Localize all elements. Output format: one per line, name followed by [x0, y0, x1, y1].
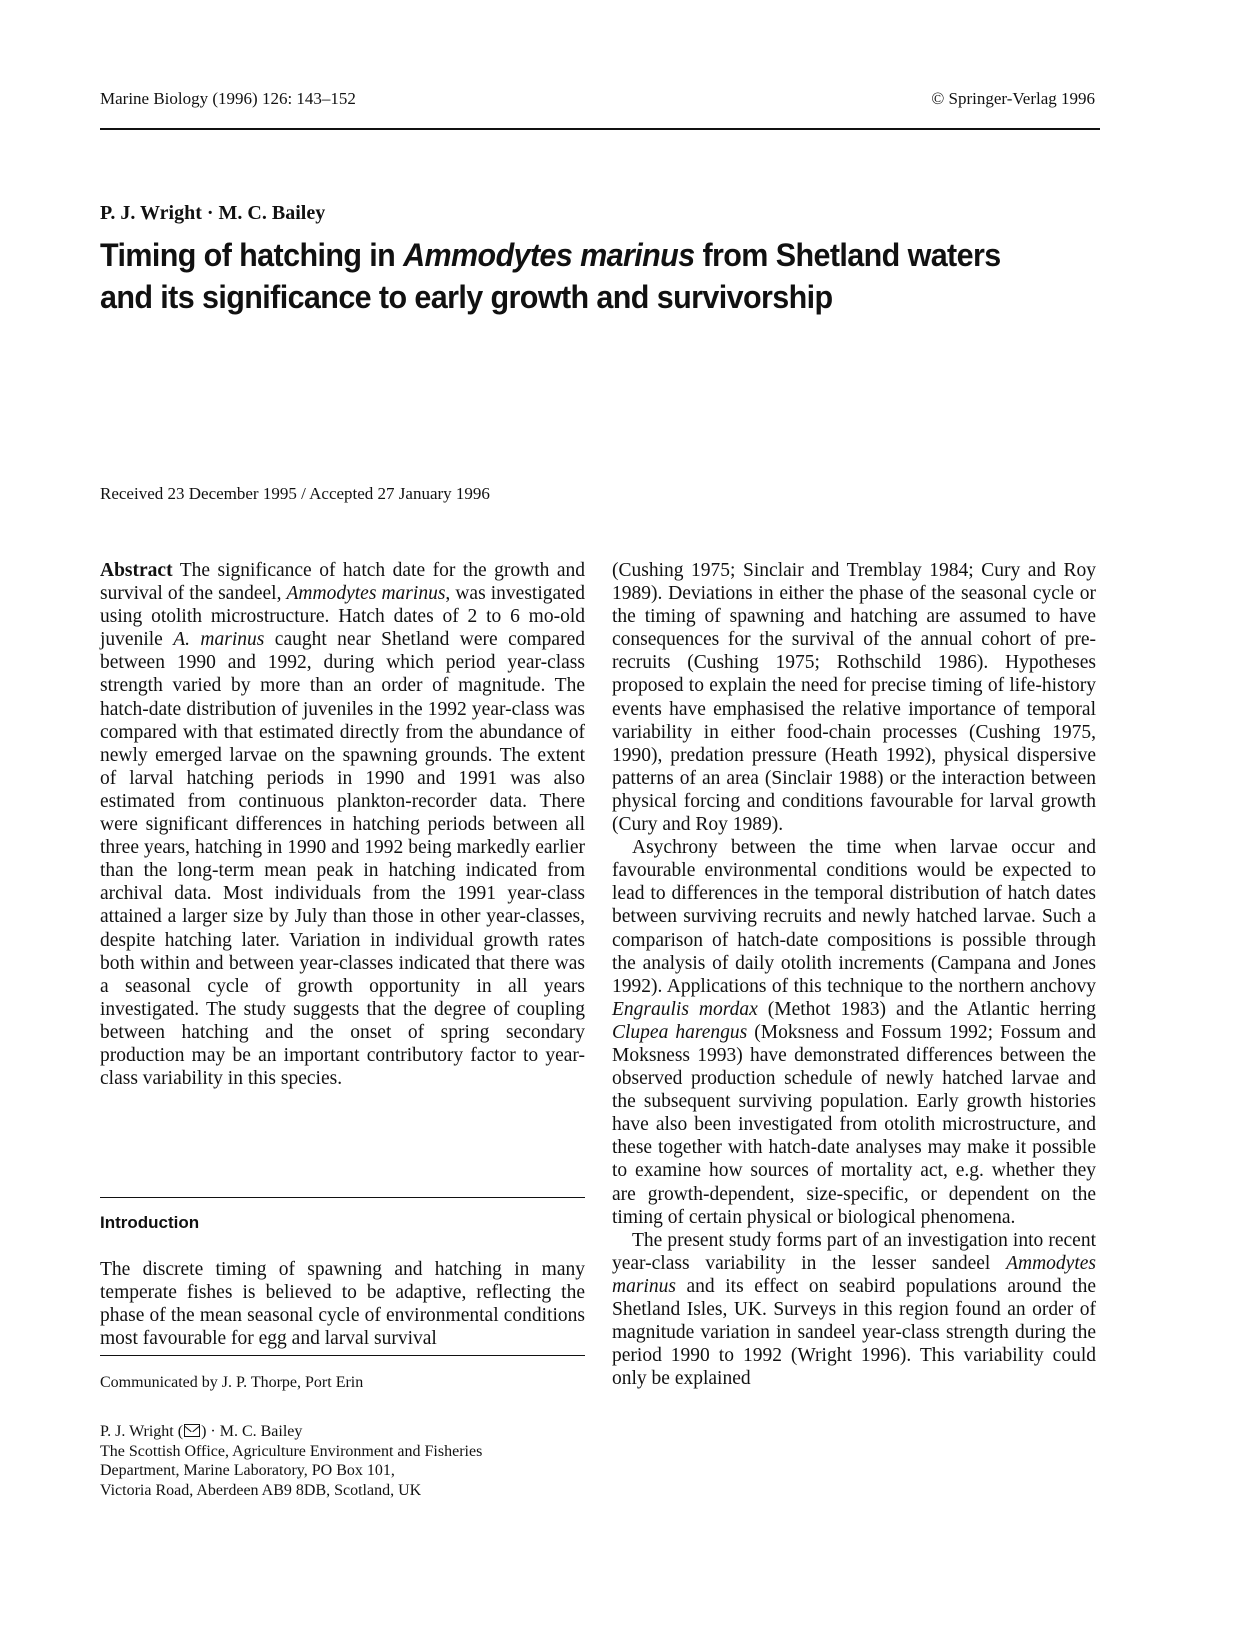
affiliation-line: Department, Marine Laboratory, PO Box 101, [100, 1462, 395, 1480]
communicated-by: Communicated by J. P. Thorpe, Port Erin [100, 1374, 364, 1391]
abstract-text: , was investigated using otolith microstructure. Hatch dates of 2 to 6 mo-old juvenile [100, 583, 585, 651]
abstract-text: The significance of hatch date for the growth and survival of the sandeel, [100, 560, 585, 605]
body-paragraph [612, 836, 1096, 1229]
introduction-body [100, 1258, 585, 1350]
body-text: Asychrony between the time when larvae occur and favourable environmental conditions would be expected to lead to differences in the temporal distribution of hatch dates between surviving recruits and newly hatched larvae. Such a comparison of hatch-date compositions is possible through the analysis of daily otolith increments (Campana and Jones 1992). Applications of this technique to the northern anchovy [612, 837, 1096, 997]
title-line-2: and its significance to early growth and survivorship [100, 279, 833, 316]
intro-paragraph: The discrete timing of spawning and hatching in many temperate fishes is believed to be adaptive, reflecting the phase of the mean seasonal cycle of environmental conditions most favourable for egg and larval survival [100, 1259, 585, 1350]
coauthor: ) · M. C. Bailey [201, 1423, 303, 1440]
copyright-notice: © Springer-Verlag 1996 [931, 89, 1095, 108]
abstract [100, 559, 585, 1090]
received-accepted-dates: Received 23 December 1995 / Accepted 27 January 1996 [100, 484, 490, 503]
title-text: Timing of hatching in [100, 237, 404, 274]
affiliation-line: Victoria Road, Aberdeen AB9 8DB, Scotland, UK [100, 1481, 422, 1499]
species-name: Engraulis mordax [612, 998, 758, 1020]
body-text: (Moksness and Fossum 1992; Fossum and Moksness 1993) have demonstrated differences between the observed production schedule of newly hatched larvae and the subsequent surviving population. Early growth histories have also been investigated from otolith microstructure, and these together with hatch-date analyses may make it possible to examine how sources of mortality act, e.g. whether they are growth-dependent, size-specific, or dependent on the timing of certain physical or biological phenomena. [612, 1021, 1096, 1228]
abstract-heading: Abstract [100, 560, 173, 581]
body-text: (Methot 1983) and the Atlantic herring [757, 998, 1097, 1020]
abstract-species: A. marinus [173, 629, 265, 651]
journal-citation: Marine Biology (1996) 126: 143–152 [100, 89, 356, 108]
title-species: Ammodytes marinus [403, 237, 695, 274]
species-name: Ammodytes marinus [612, 1252, 1096, 1297]
author-affiliation [100, 1422, 482, 1500]
article-title [100, 234, 1110, 319]
body-text: The present study forms part of an investigation into recent year-class variability in the lesser sandeel [612, 1229, 1096, 1274]
footnote-divider [100, 1355, 585, 1356]
affiliation-line: The Scottish Office, Agriculture Environment and Fisheries [100, 1442, 483, 1460]
corresponding-author: P. J. Wright ( [100, 1423, 184, 1440]
author-list: P. J. Wright · M. C. Bailey [100, 202, 326, 224]
section-divider [100, 1197, 585, 1198]
introduction-heading: Introduction [100, 1213, 200, 1232]
title-text-end: from Shetland waters [694, 237, 1001, 274]
envelope-icon [184, 1424, 200, 1437]
abstract-species: Ammodytes marinus [286, 583, 446, 605]
body-right-column [612, 559, 1096, 1390]
species-name: Clupea harengus [612, 1021, 748, 1043]
header-divider [100, 128, 1100, 130]
body-paragraph [612, 1229, 1096, 1391]
body-text: and its effect on seabird populations around the Shetland Isles, UK. Surveys in this region found an order of magnitude variation in sandeel year-class strength during the period 1990 to 1992 (Wright 1996). This variability could only be explained [612, 1275, 1096, 1390]
body-paragraph: (Cushing 1975; Sinclair and Tremblay 1984; Cury and Roy 1989). Deviations in either the phase of the seasonal cycle or the timing of spawning and hatching are assumed to have consequences for the survival of the annual cohort of pre-recruits (Cushing 1975; Rothschild 1986). Hypotheses proposed to explain the need for precise timing of life-history events have emphasised the relative importance of temporal variability in either food-chain processes (Cushing 1975, 1990), predation pressure (Heath 1992), physical dispersive patterns of an area (Sinclair 1988) or the interaction between physical forcing and conditions favourable for larval growth (Cury and Roy 1989). [612, 560, 1096, 836]
abstract-text: caught near Shetland were compared between 1990 and 1992, during which period year-class strength varied by more than an order of magnitude. The hatch-date distribution of juveniles in the 1992 year-class was compared with that estimated directly from the abundance of newly emerged larvae on the spawning grounds. The extent of larval hatching periods in 1990 and 1991 was also estimated from continuous plankton-recorder data. There were significant differences in hatching periods between all three years, hatching in 1990 and 1992 being markedly earlier than the long-term mean peak in hatching indicated from archival data. Most individuals from the 1991 year-class attained a larger size by July than those in other year-classes, despite hatching later. Variation in individual growth rates both within and between year-classes indicated that there was a seasonal cycle of growth opportunity in all years investigated. The study suggests that the degree of coupling between hatching and the onset of spring secondary production may be an important contributory factor to year-class variability in this species. [100, 629, 585, 1090]
